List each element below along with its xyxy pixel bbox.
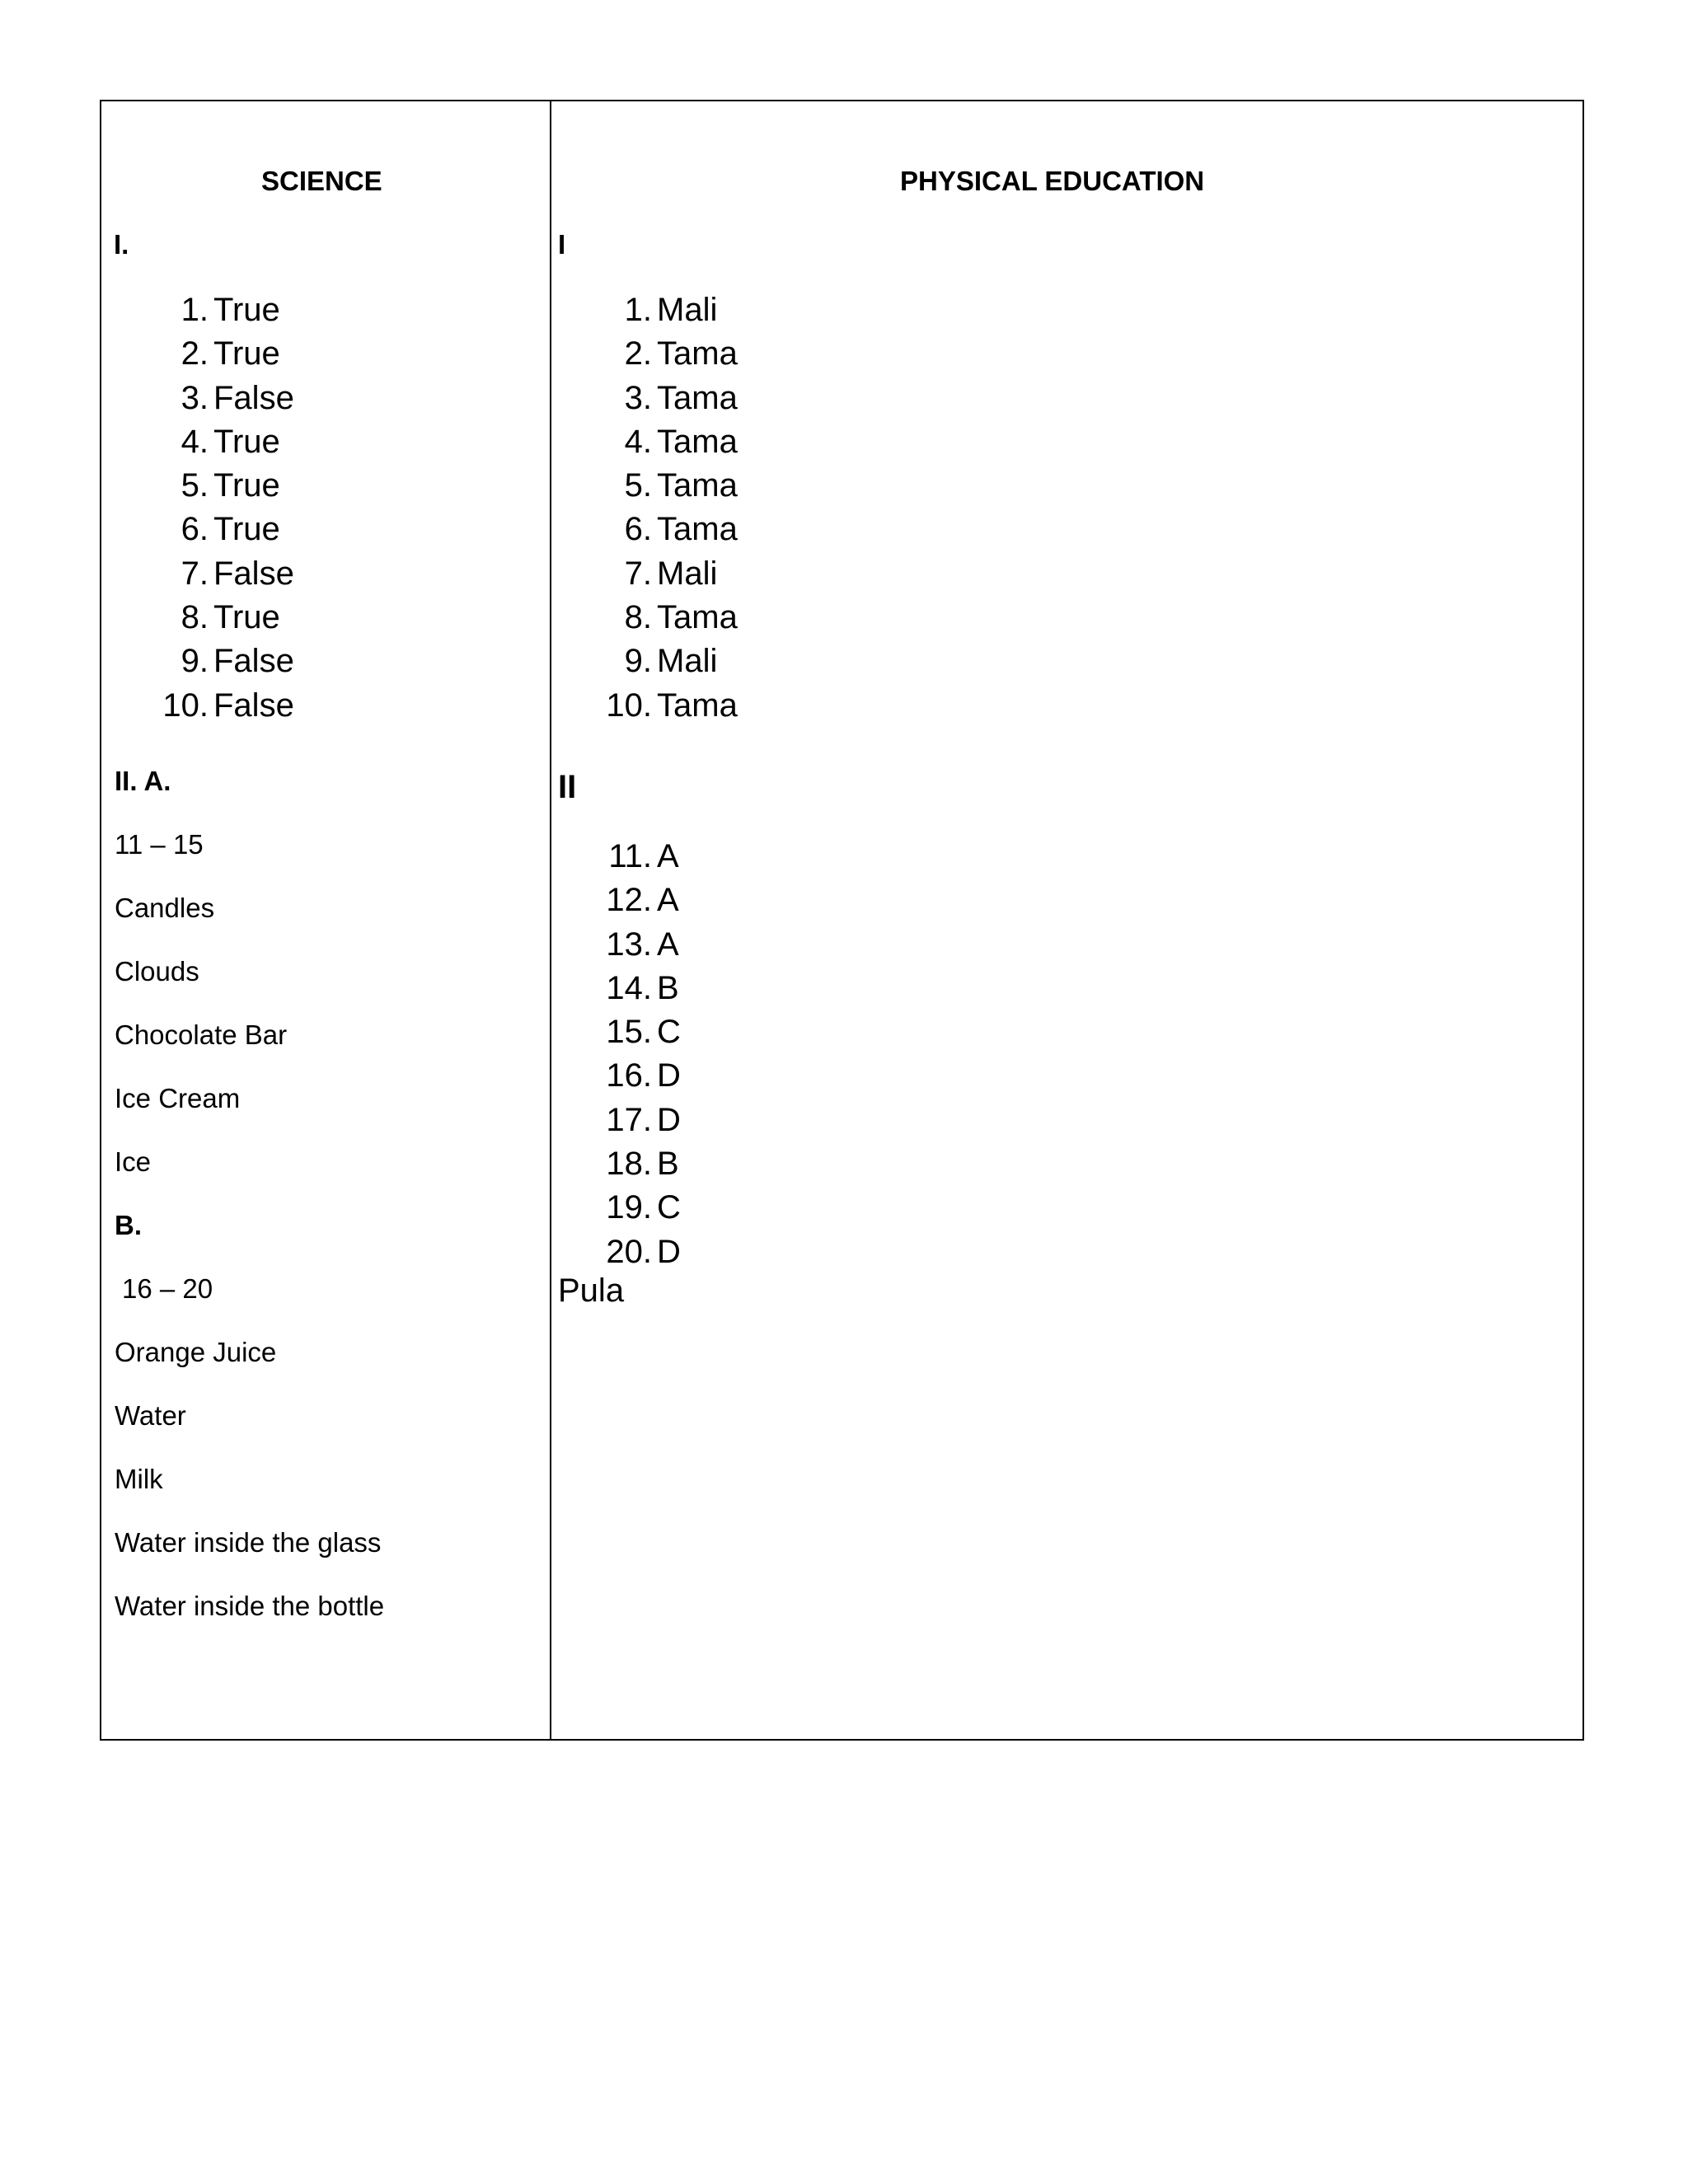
item-answer: Mali (657, 643, 718, 680)
item-answer: A (657, 838, 679, 874)
item-number: 13. (606, 926, 652, 963)
science-part2b-item: Water inside the bottle (115, 1591, 385, 1621)
science-part2b-item: Orange Juice (115, 1337, 277, 1367)
item-number: 4. (181, 423, 209, 460)
pe-footer-word: Pula (558, 1272, 625, 1309)
item-number: 5. (624, 467, 652, 504)
item-answer: True (213, 467, 280, 504)
item-answer: True (213, 292, 280, 328)
item-number: 20. (606, 1233, 652, 1270)
item-answer: A (657, 882, 679, 919)
science-part2a-item: Clouds (115, 956, 199, 987)
item-answer: Mali (657, 555, 718, 592)
item-answer: B (657, 1146, 679, 1183)
item-answer: D (657, 1233, 681, 1270)
item-number: 16. (606, 1057, 652, 1094)
item-answer: Mali (657, 292, 718, 328)
item-number: 19. (606, 1189, 652, 1226)
item-answer: Tama (657, 379, 738, 416)
science-part2b-item: Milk (115, 1464, 163, 1494)
item-answer: C (657, 1014, 681, 1051)
item-number: 3. (181, 379, 209, 416)
item-answer: Tama (657, 467, 738, 504)
item-answer: False (213, 555, 294, 592)
science-part2a-range: 11 – 15 (115, 829, 204, 860)
science-part2b-item: Water (115, 1400, 186, 1431)
pe-part2-label: II (558, 769, 577, 805)
item-answer: Tama (657, 511, 738, 548)
science-part2b-range: 16 – 20 (122, 1273, 213, 1304)
item-answer: Tama (657, 335, 738, 373)
item-number: 11. (608, 838, 652, 874)
item-answer: C (657, 1189, 681, 1226)
item-answer: False (213, 643, 294, 680)
item-answer: True (213, 511, 280, 548)
science-part2a-item: Ice (115, 1146, 152, 1177)
answer-key-table (100, 100, 1584, 1741)
item-number: 6. (624, 511, 652, 548)
item-number: 10. (162, 687, 209, 724)
item-number: 14. (606, 969, 652, 1006)
item-number: 5. (181, 467, 209, 504)
item-number: 9. (181, 643, 209, 680)
item-answer: False (213, 379, 294, 416)
item-number: 3. (624, 379, 652, 416)
pe-heading: PHYSICAL EDUCATION (900, 166, 1205, 196)
item-number: 15. (606, 1014, 652, 1051)
science-part1-label: I. (114, 229, 129, 260)
science-part2a-item: Chocolate Bar (115, 1019, 288, 1050)
item-number: 6. (181, 511, 209, 548)
item-number: 8. (624, 599, 652, 636)
item-number: 1. (624, 292, 652, 328)
item-number: 18. (606, 1146, 652, 1183)
item-answer: True (213, 423, 280, 460)
item-number: 2. (181, 335, 209, 373)
science-part2b-label: B. (115, 1210, 142, 1240)
item-number: 8. (181, 599, 209, 636)
item-number: 1. (181, 292, 209, 328)
science-heading: SCIENCE (261, 166, 382, 196)
science-part2b-item: Water inside the glass (115, 1527, 382, 1558)
item-answer: B (657, 969, 679, 1006)
science-part2a-item: Ice Cream (115, 1083, 241, 1113)
item-number: 17. (606, 1101, 652, 1138)
column-divider (550, 101, 551, 1739)
item-answer: D (657, 1057, 681, 1094)
item-answer: True (213, 335, 280, 373)
item-answer: Tama (657, 687, 738, 724)
science-part2a-label: II. A. (115, 766, 171, 796)
item-answer: False (213, 687, 294, 724)
item-answer: A (657, 926, 679, 963)
item-answer: D (657, 1101, 681, 1138)
item-answer: Tama (657, 599, 738, 636)
item-number: 4. (624, 423, 652, 460)
item-answer: True (213, 599, 280, 636)
science-part2a-item: Candles (115, 893, 215, 923)
item-number: 9. (624, 643, 652, 680)
item-number: 7. (181, 555, 209, 592)
item-number: 2. (624, 335, 652, 373)
item-answer: Tama (657, 423, 738, 460)
item-number: 10. (606, 687, 652, 724)
pe-part1-label: I (558, 229, 566, 260)
item-number: 12. (606, 882, 652, 919)
item-number: 7. (624, 555, 652, 592)
